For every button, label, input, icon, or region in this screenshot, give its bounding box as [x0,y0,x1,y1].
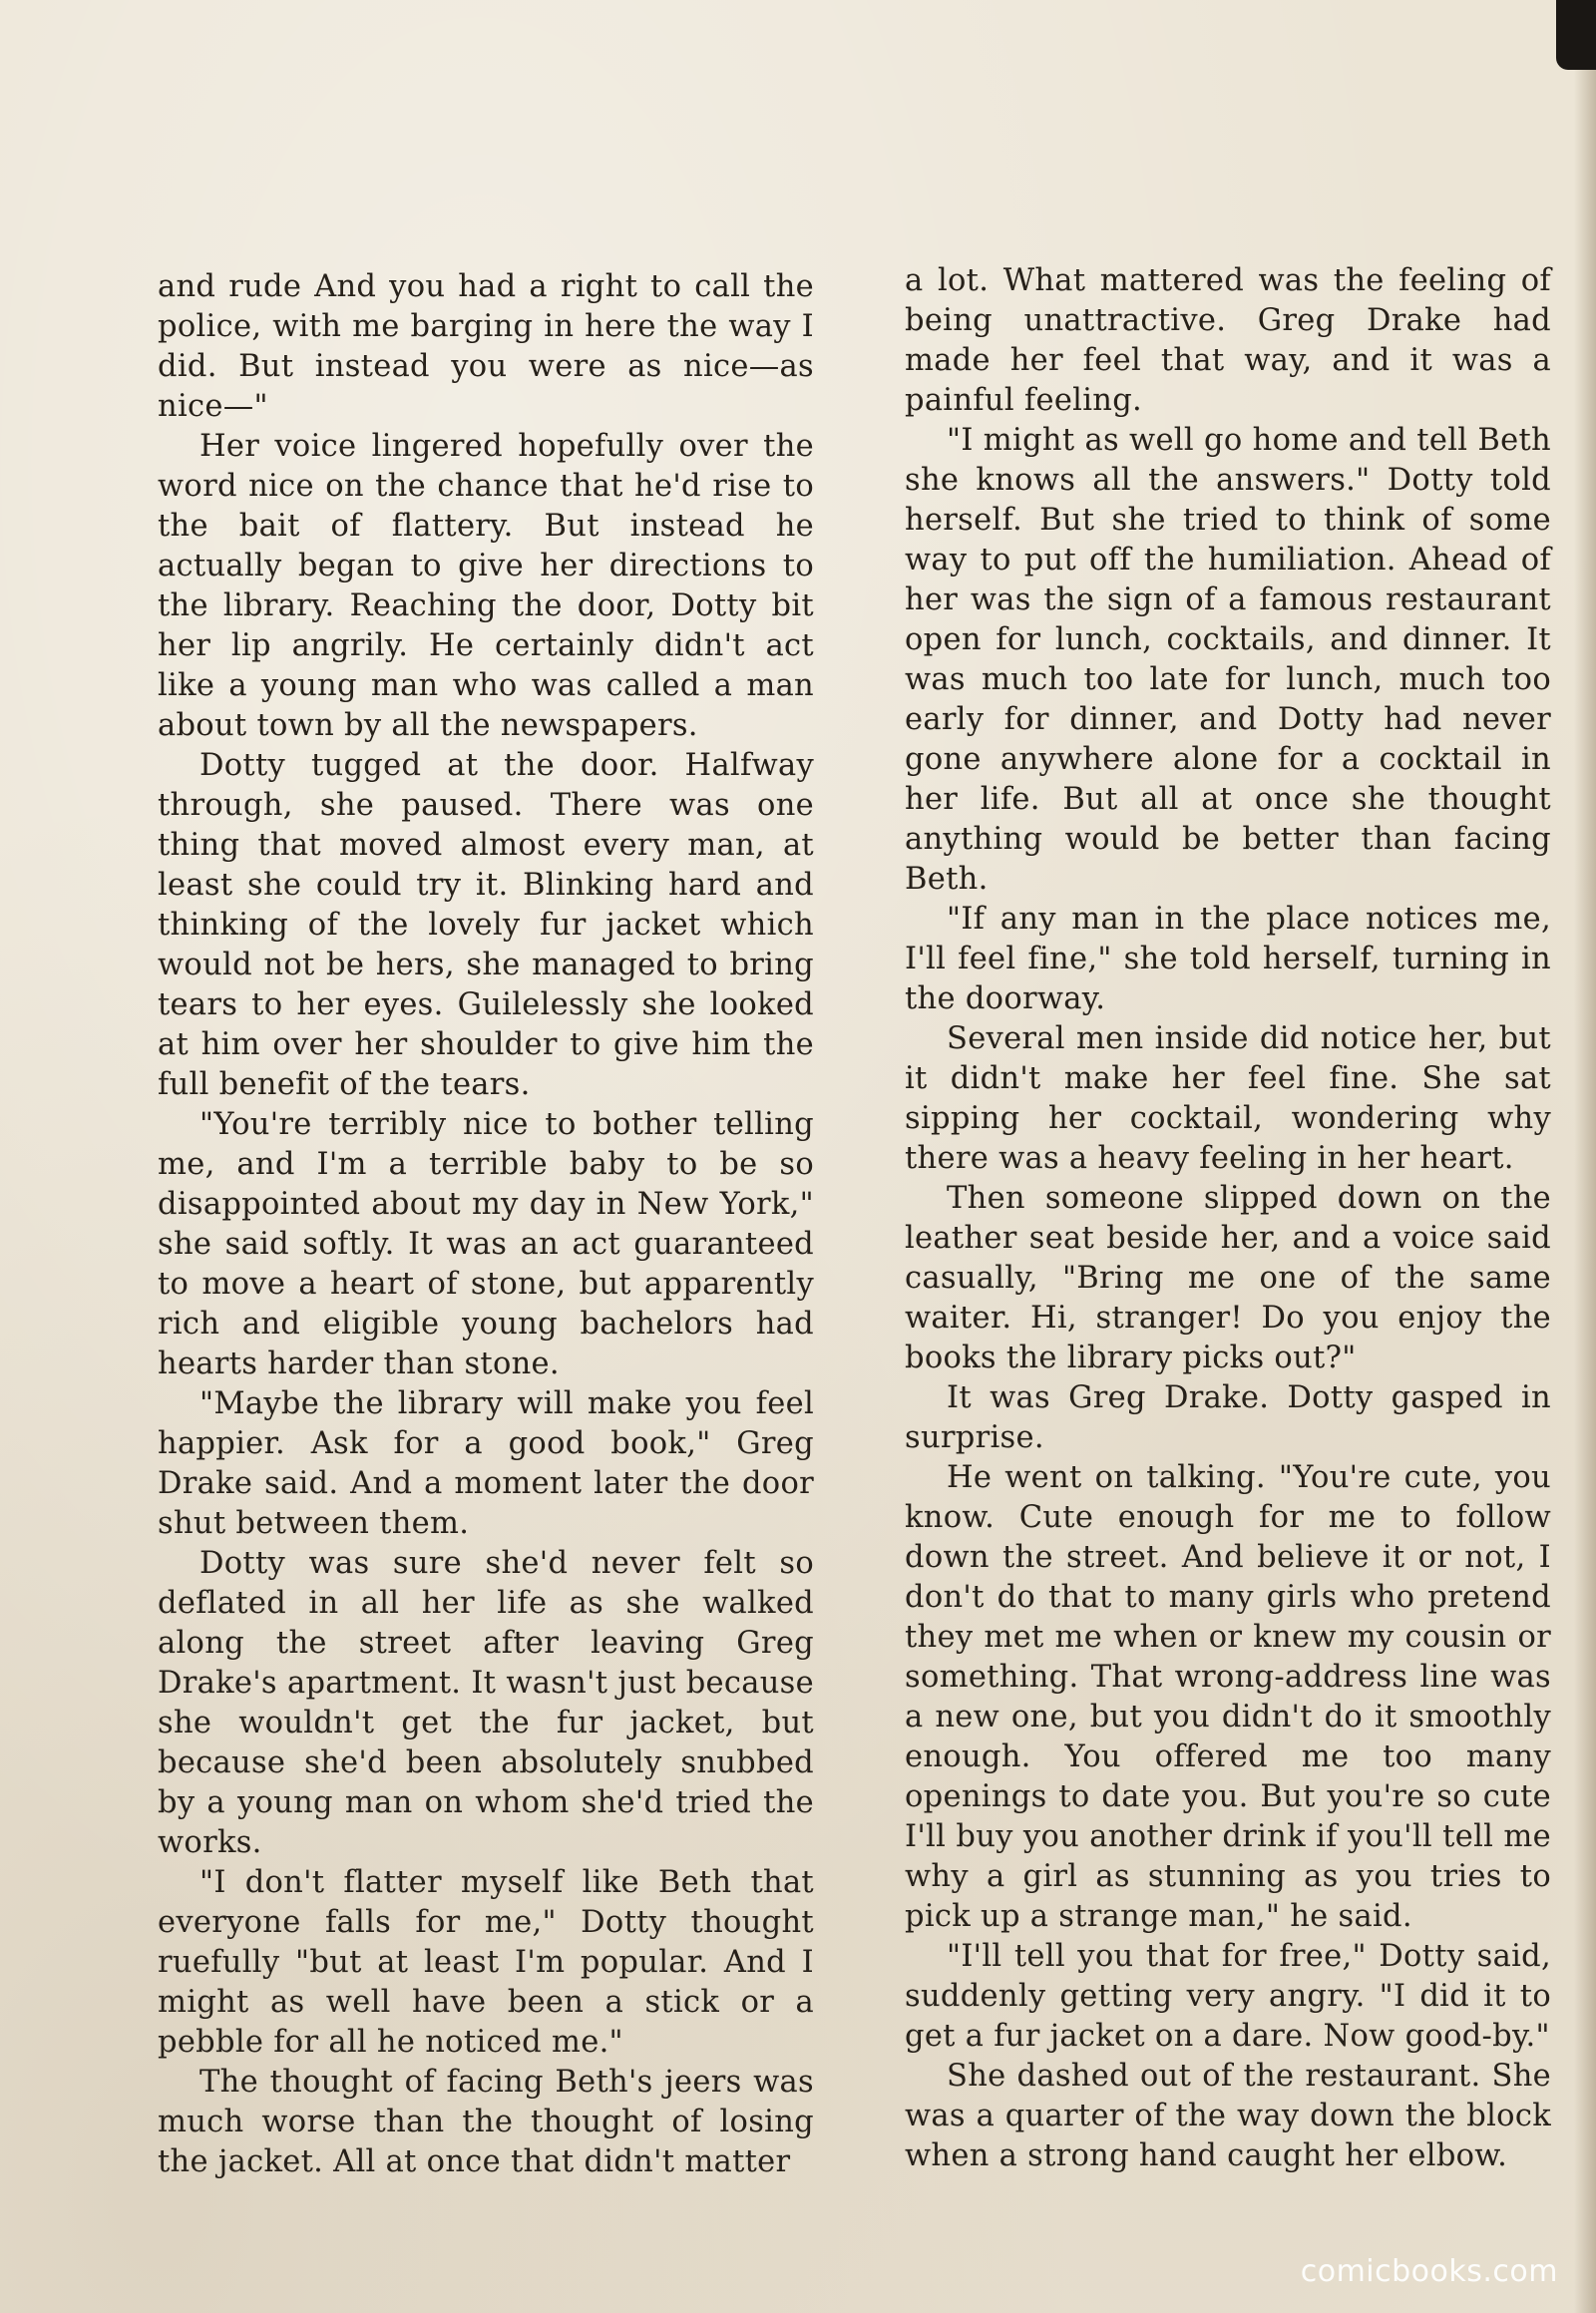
right-text-column [905,261,1551,2176]
paragraph: Several men inside did notice her, but it didn't make her feel fine. She sat sipping her cocktail, wondering why there was a heavy feeling in her heart. [905,1021,1551,1176]
paragraph: The thought of facing Beth's jeers was much worse than the thought of losing the jacket. All at once that didn't matter [158,2065,814,2179]
page-corner-dark [1556,0,1596,70]
paragraph: Then someone slipped down on the leather seat beside her, and a voice said casually, "Bring me one of the same waiter. Hi, stranger! Do you enjoy the books the library picks out?" [905,1181,1551,1375]
paragraph: Her voice lingered hopefully over the word nice on the chance that he'd rise to the bait of flattery. But instead he actually began to give her directions to the library. Reaching the door, Dotty bit her lip angrily. He certainly didn't act like a young man who was called a man about town by all the newspapers. [158,429,814,743]
paragraph: "I might as well go home and tell Beth she knows all the answers." Dotty told herself. But she tried to think of some way to put off the humiliation. Ahead of her was the sign of a famous restaurant open for lunch, cocktails, and dinner. It was much too late for lunch, much too early for dinner, and Dotty had never gone anywhere alone for a cocktail in her life. But all at once she thought anything would be better than facing Beth. [905,423,1551,897]
page-edge-shadow [1574,0,1596,2313]
paragraph: Dotty tugged at the door. Halfway through, she paused. There was one thing that moved almost every man, at least she could try it. Blinking hard and thinking of the lovely fur jacket which would not be hers, she managed to bring tears to her eyes. Guilelessly she looked at him over her shoulder to give him the full benefit of the tears. [158,748,814,1102]
paragraph: a lot. What mattered was the feeling of being unattractive. Greg Drake had made her feel that way, and it was a painful feeling. [905,263,1551,418]
paragraph: "If any man in the place notices me, I'll feel fine," she told herself, turning in the doorway. [905,902,1551,1016]
left-text-column [158,267,814,2182]
paragraph: It was Greg Drake. Dotty gasped in surprise. [905,1380,1551,1455]
site-watermark: comicbooks.com [1300,2254,1558,2289]
paragraph: "I don't flatter myself like Beth that everyone falls for me," Dotty thought ruefully "but at least I'm popular. And I might as well have been a stick or a pebble for all he noticed me." [158,1865,814,2060]
paragraph: She dashed out of the restaurant. She was a quarter of the way down the block when a strong hand caught her elbow. [905,2059,1551,2173]
paragraph: He went on talking. "You're cute, you know. Cute enough for me to follow down the street. And believe it or not, I don't do that to many girls who pretend they met me when or knew my cousin or something. That wrong-address line was a new one, but you didn't do it smoothly enough. You offered me too many openings to date you. But you're so cute I'll buy you another drink if you'll tell me why a girl as stunning as you tries to pick up a strange man," he said. [905,1460,1551,1934]
paragraph: Dotty was sure she'd never felt so deflated in all her life as she walked along the street after leaving Greg Drake's apartment. It wasn't just because she wouldn't get the fur jacket, but because she'd been absolutely snubbed by a young man on whom she'd tried the works. [158,1546,814,1860]
paragraph: and rude And you had a right to call the police, with me barging in here the way I did. But instead you were as nice—as nice—" [158,269,814,424]
paragraph: "Maybe the library will make you feel happier. Ask for a good book," Greg Drake said. And a moment later the door shut between them. [158,1386,814,1541]
paragraph: "I'll tell you that for free," Dotty said, suddenly getting very angry. "I did it to get a fur jacket on a dare. Now good-by." [905,1939,1551,2054]
paragraph: "You're terribly nice to bother telling me, and I'm a terrible baby to be so disappointed about my day in New York," she said softly. It was an act guaranteed to move a heart of stone, but apparently rich and eligible young bachelors had hearts harder than stone. [158,1107,814,1381]
